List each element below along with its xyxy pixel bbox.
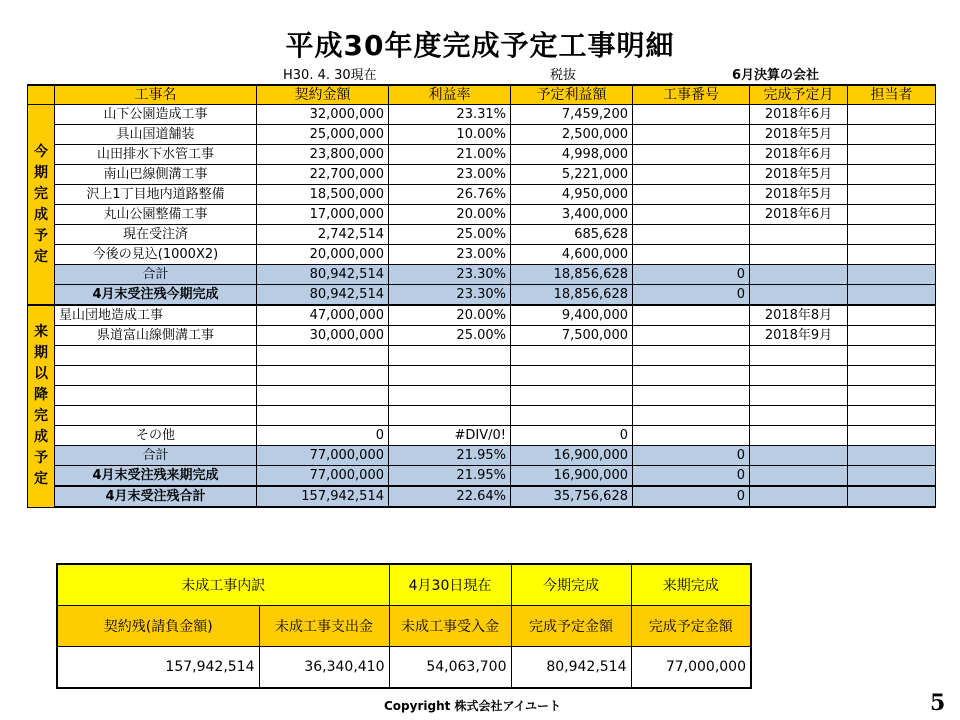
- cell-rate: 25.00%: [389, 225, 511, 245]
- cell-name: 4月末受注残合計: [55, 486, 257, 507]
- summary-value: 54,063,700: [389, 647, 511, 689]
- copyright: Copyright 株式会社アイユート: [384, 699, 561, 713]
- cell-person: [848, 326, 936, 346]
- cell-rate: [389, 406, 511, 426]
- cell-amount: 0: [257, 426, 389, 446]
- cell-person: [848, 245, 936, 265]
- cell-name: [55, 366, 257, 386]
- table-row: [28, 125, 936, 145]
- table-row: [28, 165, 936, 185]
- summary-title: 未成工事内訳: [57, 564, 389, 606]
- summary-table: [56, 563, 752, 689]
- summary-next: 来期完成: [631, 564, 751, 606]
- cell-no: 0: [633, 285, 750, 306]
- cell-no: [633, 245, 750, 265]
- cell-profit: [511, 406, 633, 426]
- cell-person: [848, 125, 936, 145]
- cell-rate: 21.95%: [389, 466, 511, 487]
- cell-no: 0: [633, 265, 750, 285]
- cell-name: 今後の見込(1000X2): [55, 245, 257, 265]
- cell-month: [750, 265, 848, 285]
- cell-person: [848, 486, 936, 507]
- table-row: [28, 205, 936, 225]
- table-row: [28, 245, 936, 265]
- cell-profit: 4,950,000: [511, 185, 633, 205]
- cell-amount: 23,800,000: [257, 145, 389, 165]
- cell-profit: [511, 366, 633, 386]
- summary-col-header: 完成予定金額: [631, 606, 751, 647]
- cell-amount: 30,000,000: [257, 326, 389, 346]
- cell-rate: 10.00%: [389, 125, 511, 145]
- cell-rate: 21.95%: [389, 446, 511, 466]
- table-row: [28, 105, 936, 125]
- summary-col-header: 未成工事受入金: [389, 606, 511, 647]
- cell-name: 県道富山線側溝工事: [55, 326, 257, 346]
- cell-no: [633, 185, 750, 205]
- cell-amount: [257, 366, 389, 386]
- cell-name: その他: [55, 426, 257, 446]
- cell-amount: 17,000,000: [257, 205, 389, 225]
- table-row: [28, 225, 936, 245]
- cell-profit: 35,756,628: [511, 486, 633, 507]
- cell-rate: 23.31%: [389, 105, 511, 125]
- cell-no: [633, 305, 750, 326]
- cell-name: 合計: [55, 265, 257, 285]
- as-of-date: H30. 4. 30現在: [283, 68, 377, 83]
- cell-rate: 20.00%: [389, 305, 511, 326]
- cell-profit: 18,856,628: [511, 285, 633, 306]
- cell-month: [750, 486, 848, 507]
- cell-no: [633, 326, 750, 346]
- cell-no: [633, 426, 750, 446]
- cell-amount: [257, 346, 389, 366]
- cell-profit: [511, 386, 633, 406]
- cell-no: [633, 205, 750, 225]
- cell-no: [633, 165, 750, 185]
- cell-person: [848, 305, 936, 326]
- table-row: [28, 326, 936, 346]
- cell-no: [633, 406, 750, 426]
- summary-col-header: 完成予定金額: [511, 606, 631, 647]
- table-row: [28, 366, 936, 386]
- summary-value: 36,340,410: [259, 647, 389, 689]
- cell-name: 現在受注済: [55, 225, 257, 245]
- cell-amount: 22,700,000: [257, 165, 389, 185]
- summary-date: 4月30日現在: [389, 564, 511, 606]
- table-row: [28, 426, 936, 446]
- cell-rate: 21.00%: [389, 145, 511, 165]
- cell-person: [848, 205, 936, 225]
- cell-profit: 16,900,000: [511, 466, 633, 487]
- cell-amount: 77,000,000: [257, 466, 389, 487]
- cell-amount: 18,500,000: [257, 185, 389, 205]
- cell-name: 山田排水下水管工事: [55, 145, 257, 165]
- summary-value-row: [57, 647, 751, 689]
- cell-name: 南山巴線側溝工事: [55, 165, 257, 185]
- cell-person: [848, 105, 936, 125]
- fiscal-note: 6月決算の会社: [732, 68, 820, 83]
- cell-month: [750, 406, 848, 426]
- cell-person: [848, 406, 936, 426]
- construction-schedule-table: [27, 84, 936, 508]
- cell-profit: 4,600,000: [511, 245, 633, 265]
- cell-month: 2018年6月: [750, 145, 848, 165]
- total-row: [28, 466, 936, 487]
- cell-profit: 16,900,000: [511, 446, 633, 466]
- section-label-next: 来期以降完成予定: [28, 305, 55, 507]
- summary-col-header: 契約残(請負金額): [57, 606, 259, 647]
- cell-person: [848, 185, 936, 205]
- cell-person: [848, 386, 936, 406]
- cell-month: [750, 285, 848, 306]
- cell-person: [848, 265, 936, 285]
- column-header: 完成予定月: [750, 85, 848, 105]
- cell-profit: 2,500,000: [511, 125, 633, 145]
- cell-name: 山下公園造成工事: [55, 105, 257, 125]
- table-row: [28, 346, 936, 366]
- summary-current: 今期完成: [511, 564, 631, 606]
- cell-month: [750, 446, 848, 466]
- cell-no: [633, 346, 750, 366]
- cell-month: 2018年5月: [750, 125, 848, 145]
- cell-rate: 23.30%: [389, 265, 511, 285]
- cell-month: 2018年5月: [750, 165, 848, 185]
- cell-amount: 25,000,000: [257, 125, 389, 145]
- table-row: [28, 305, 936, 326]
- cell-name: [55, 386, 257, 406]
- cell-amount: 80,942,514: [257, 285, 389, 306]
- cell-name: 4月末受注残今期完成: [55, 285, 257, 306]
- cell-person: [848, 225, 936, 245]
- grand-total-row: [28, 486, 936, 507]
- cell-rate: 22.64%: [389, 486, 511, 507]
- cell-amount: 77,000,000: [257, 446, 389, 466]
- column-header: 利益率: [389, 85, 511, 105]
- cell-name: [55, 346, 257, 366]
- summary-col-header: 未成工事支出金: [259, 606, 389, 647]
- cell-rate: [389, 366, 511, 386]
- cell-amount: 80,942,514: [257, 265, 389, 285]
- column-header: 工事番号: [633, 85, 750, 105]
- cell-profit: 18,856,628: [511, 265, 633, 285]
- cell-month: [750, 466, 848, 487]
- cell-month: 2018年8月: [750, 305, 848, 326]
- cell-amount: 32,000,000: [257, 105, 389, 125]
- table-row: [28, 406, 936, 426]
- cell-rate: #DIV/0!: [389, 426, 511, 446]
- cell-rate: 26.76%: [389, 185, 511, 205]
- cell-person: [848, 165, 936, 185]
- sum-row: [28, 446, 936, 466]
- cell-name: [55, 406, 257, 426]
- cell-month: 2018年5月: [750, 185, 848, 205]
- cell-no: [633, 386, 750, 406]
- cell-name: 具山国道舗装: [55, 125, 257, 145]
- cell-no: [633, 366, 750, 386]
- summary-value: 77,000,000: [631, 647, 751, 689]
- table-row: [28, 145, 936, 165]
- cell-amount: [257, 386, 389, 406]
- table-header-row: [28, 85, 936, 105]
- cell-no: [633, 125, 750, 145]
- cell-month: [750, 426, 848, 446]
- cell-person: [848, 446, 936, 466]
- cell-person: [848, 285, 936, 306]
- cell-month: 2018年9月: [750, 326, 848, 346]
- cell-profit: 4,998,000: [511, 145, 633, 165]
- total-row: [28, 285, 936, 306]
- summary-value: 80,942,514: [511, 647, 631, 689]
- table-row: [28, 185, 936, 205]
- cell-profit: 0: [511, 426, 633, 446]
- cell-amount: 20,000,000: [257, 245, 389, 265]
- cell-profit: 5,221,000: [511, 165, 633, 185]
- summary-header-row-1: [57, 564, 751, 606]
- cell-rate: 20.00%: [389, 205, 511, 225]
- table-row: [28, 386, 936, 406]
- cell-no: [633, 225, 750, 245]
- column-header: 予定利益額: [511, 85, 633, 105]
- cell-rate: [389, 386, 511, 406]
- header-blank: [28, 85, 55, 105]
- cell-month: [750, 346, 848, 366]
- cell-amount: [257, 406, 389, 426]
- cell-rate: 23.00%: [389, 165, 511, 185]
- cell-name: 星山団地造成工事: [55, 305, 257, 326]
- cell-person: [848, 346, 936, 366]
- summary-value: 157,942,514: [57, 647, 259, 689]
- cell-rate: 25.00%: [389, 326, 511, 346]
- column-header: 契約金額: [257, 85, 389, 105]
- cell-month: 2018年6月: [750, 105, 848, 125]
- cell-name: 沢上1丁目地内道路整備: [55, 185, 257, 205]
- cell-no: 0: [633, 486, 750, 507]
- summary-header-row-2: [57, 606, 751, 647]
- column-header: 担当者: [848, 85, 936, 105]
- cell-no: 0: [633, 446, 750, 466]
- cell-month: [750, 386, 848, 406]
- cell-month: [750, 225, 848, 245]
- page-title: 平成30年度完成予定工事明細: [285, 29, 675, 62]
- cell-amount: 157,942,514: [257, 486, 389, 507]
- sum-row: [28, 265, 936, 285]
- column-header: 工事名: [55, 85, 257, 105]
- cell-name: 合計: [55, 446, 257, 466]
- cell-profit: 7,500,000: [511, 326, 633, 346]
- cell-profit: 9,400,000: [511, 305, 633, 326]
- cell-name: 丸山公園整備工事: [55, 205, 257, 225]
- cell-month: [750, 245, 848, 265]
- cell-rate: 23.00%: [389, 245, 511, 265]
- cell-profit: 3,400,000: [511, 205, 633, 225]
- cell-no: [633, 105, 750, 125]
- page-number: 5: [930, 690, 946, 716]
- cell-month: [750, 366, 848, 386]
- cell-rate: 23.30%: [389, 285, 511, 306]
- cell-person: [848, 426, 936, 446]
- cell-name: 4月末受注残来期完成: [55, 466, 257, 487]
- cell-profit: [511, 346, 633, 366]
- cell-amount: 2,742,514: [257, 225, 389, 245]
- cell-no: 0: [633, 466, 750, 487]
- cell-person: [848, 466, 936, 487]
- cell-person: [848, 145, 936, 165]
- cell-rate: [389, 346, 511, 366]
- cell-no: [633, 145, 750, 165]
- cell-month: 2018年6月: [750, 205, 848, 225]
- cell-amount: 47,000,000: [257, 305, 389, 326]
- cell-profit: 7,459,200: [511, 105, 633, 125]
- cell-person: [848, 366, 936, 386]
- cell-profit: 685,628: [511, 225, 633, 245]
- tax-note: 税抜: [550, 68, 577, 83]
- section-label-current: 今期完成予定: [28, 105, 55, 306]
